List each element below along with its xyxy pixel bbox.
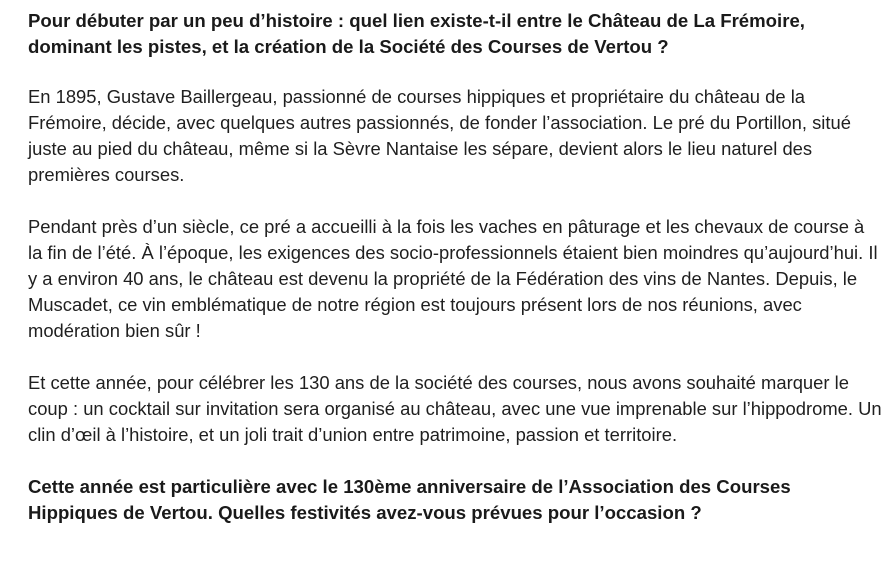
answer-paragraph-3: Et cette année, pour célébrer les 130 ans de la société des courses, nous avons souhaité marquer le coup : un cocktail sur invitation sera organisé au château, avec une vue imprenable sur l’hippodrome. Un clin d’œil à l’histoire, et un joli trait d’union entre patrimoine, passion et territoire. [28, 372, 882, 445]
interview-question-1: Pour débuter par un peu d’histoire : quel lien existe-t-il entre le Château de La Frémoire, dominant les pistes, et la création de la Société des Courses de Vertou ? [28, 10, 805, 57]
answer-paragraph-1: En 1895, Gustave Baillergeau, passionné de courses hippiques et propriétaire du château de la Frémoire, décide, avec quelques autres passionnés, de fonder l’association. Le pré du Portillon, situé juste au pied du château, même si la Sèvre Nantaise les sépare, devient alors le lieu naturel des premières courses. [28, 86, 851, 185]
interview-question-2: Cette année est particulière avec le 130ème anniversaire de l’Association des Courses Hippiques de Vertou. Quelles festivités avez-vous prévues pour l’occasion ? [28, 476, 791, 523]
answer-paragraph-2: Pendant près d’un siècle, ce pré a accueilli à la fois les vaches en pâturage et les chevaux de course à la fin de l’été. À l’époque, les exigences des socio-professionnels étaient bien moindres qu’aujourd’hui. Il y a environ 40 ans, le château est devenu la propriété de la Fédération des vins de Nantes. Depuis, le Muscadet, ce vin emblématique de notre région est toujours présent lors de nos réunions, avec modération bien sûr ! [28, 216, 878, 341]
